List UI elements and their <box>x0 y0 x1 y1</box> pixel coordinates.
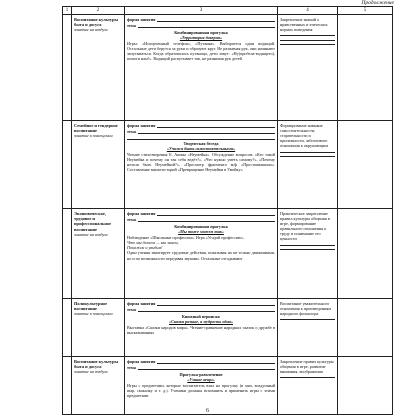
form-label: форма занятия <box>127 16 156 22</box>
goal-cell <box>278 209 338 299</box>
blank-line <box>280 374 335 378</box>
education-direction-cell <box>72 121 125 209</box>
form-label: форма занятия <box>127 358 156 364</box>
activity-name: «Сказки разные, а мудрость одна» <box>169 318 233 324</box>
form-label: форма занятия <box>127 300 156 306</box>
table-row <box>63 357 393 415</box>
activity-cell <box>125 299 278 357</box>
column-number: 1 <box>63 7 72 15</box>
goal-cell <box>278 121 338 209</box>
activity-type: Прогулка-развлечение <box>179 371 223 377</box>
activity-name: «Мы тоже можем так» <box>178 228 224 234</box>
notes-cell <box>338 121 393 209</box>
direction-subtitle: занятие на воздухе <box>74 232 108 238</box>
activity-description: Игры с предметами, которые воспитатель взял на прогулку (в мяч, воздушный шар, скакалку и т. д.). Ученики должны вспомнить и применить игры с этими предметами <box>127 382 275 398</box>
blank-field[interactable] <box>157 124 275 128</box>
goal-text: Практическое закрепление правил культуры общения в игре, формирование правильного отношения к труду и понимание его ценности <box>280 210 330 242</box>
direction-title: Воспитание культуры быта и досуга <box>74 358 118 369</box>
education-direction-cell <box>72 15 125 121</box>
form-label: форма занятия <box>127 210 156 216</box>
row-index-cell <box>63 299 72 357</box>
table-row <box>63 209 393 299</box>
table-row <box>63 15 393 121</box>
activity-cell <box>125 15 278 121</box>
activity-description: Наблюдение «Школьные профессии». Игра «Угадай профессию». <box>127 234 245 240</box>
notes-cell <box>338 209 393 299</box>
poem-line: Что мы делаем — мы знаем, <box>127 239 179 245</box>
continued-label: Продолжение <box>361 0 394 6</box>
goal-text: Закрепление знаний о нравственных и этических нормах поведения <box>280 16 328 32</box>
direction-subtitle: занятие на воздухе <box>74 27 108 33</box>
activity-name: «Территория доверия» <box>179 34 223 40</box>
activity-type: Творческая беседа <box>183 140 219 146</box>
topic-line <box>127 307 275 312</box>
table-row <box>63 299 393 357</box>
activity-description: Выставка «Сказки народов мира». Чтение-сравнение народных сказок о дружбе в высказываниях <box>127 324 275 335</box>
blank-field[interactable] <box>138 308 275 312</box>
blank-line <box>280 246 335 250</box>
goal-text: Формирование навыков самостоятельности, старательности и прилежности, заботливого отношения к окружающим <box>280 122 329 149</box>
topic-label: тема <box>127 217 136 223</box>
direction-title: Экономическое, трудовое и профессиональное воспитание <box>74 210 112 232</box>
blank-field[interactable] <box>157 212 275 216</box>
activity-type: Комбинированная прогулка <box>174 29 228 35</box>
table-row <box>63 121 393 209</box>
notes-cell <box>338 357 393 415</box>
activity-description: Один ученик имитирует трудовые действия, показывая их не только движениями, но и по возможности передавая звуками. Остальные отгадывают <box>127 250 275 261</box>
direction-subtitle: занятие в помещении <box>74 311 113 317</box>
activity-cell <box>125 121 278 209</box>
education-direction-cell <box>72 209 125 299</box>
form-line <box>127 359 275 364</box>
activity-type: Комбинированная прогулка <box>174 223 228 229</box>
blank-field[interactable] <box>138 366 275 370</box>
blank-field[interactable] <box>138 24 275 28</box>
lesson-plan-table <box>62 6 393 415</box>
page-number: 6 <box>206 408 209 414</box>
blank-field[interactable] <box>157 302 275 306</box>
direction-subtitle: занятие на воздухе <box>74 369 108 375</box>
goal-text: Воспитание уважительного отношения к произведениям народного фольклора <box>280 300 331 316</box>
activity-name: «Умные вещи» <box>187 376 215 382</box>
form-line <box>127 17 275 22</box>
direction-subtitle: занятие в помещении <box>74 133 113 139</box>
goal-cell <box>278 299 338 357</box>
education-direction-cell <box>72 357 125 415</box>
column-number: 4 <box>278 7 338 15</box>
notes-cell <box>338 15 393 121</box>
activity-name: «Учимся быть самостоятельными» <box>166 145 236 151</box>
topic-label: тема <box>127 23 136 29</box>
column-number: 2 <box>72 7 125 15</box>
topic-label: тема <box>127 365 136 371</box>
column-number-row <box>63 7 393 15</box>
column-number: 5 <box>338 7 393 15</box>
direction-title: Воспитание культуры быта и досуга <box>74 16 118 27</box>
row-index-cell <box>63 15 72 121</box>
goal-text: Закрепление правил культуры общения в игре, развитие внимания, воображения <box>280 358 334 374</box>
blank-line <box>280 316 335 320</box>
poem-line: Покажем и увидим! <box>127 244 163 250</box>
topic-line <box>127 217 275 222</box>
direction-title: Поликультурное воспитание <box>74 300 108 311</box>
topic-line <box>127 23 275 28</box>
activity-cell <box>125 357 278 415</box>
form-line <box>127 123 275 128</box>
direction-title: Семейное и гендерное воспитание <box>74 122 118 133</box>
blank-field[interactable] <box>138 130 275 134</box>
form-line <box>127 301 275 306</box>
blank-line <box>280 41 335 45</box>
goal-cell <box>278 15 338 121</box>
topic-line <box>127 365 275 370</box>
activity-description: Игры: «Испорченный телефон», «Путанка». Выбирается один водящий. Остальные дети берутся за руки и образуют круг. Не разжимая рук, они начинают запутываться. Когда образовалась путаница, дети зовут: «Ну(пробела-водящего), помоги нам!». Водящий распутывает так, не разнимая рук детей <box>127 40 275 61</box>
blank-field[interactable] <box>157 360 275 364</box>
activity-type: Книжный вернисаж <box>181 313 221 319</box>
goal-cell <box>278 357 338 415</box>
topic-label: тема <box>127 307 136 313</box>
activity-description: Чтение стихотворения Е. Акима «Неумейка». Обсуждение вопросов: «Кто такой Неумейка и почему он так себя ведёт?», «Что нужно уметь самому?», «Почему нельзя быть Неумейкой?», «Просмотр фрагмента м/ф «Простоквашино». Составление маши-историй «Превращение Неумейки в Умейку» <box>127 151 275 172</box>
topic-line <box>127 129 275 134</box>
row-index-cell <box>63 121 72 209</box>
form-label: форма занятия <box>127 122 156 128</box>
row-index-cell <box>63 357 72 415</box>
activity-cell <box>125 209 278 299</box>
column-number: 3 <box>125 7 278 15</box>
form-line <box>127 211 275 216</box>
topic-label: тема <box>127 129 136 135</box>
blank-line <box>127 136 275 140</box>
row-index-cell <box>63 209 72 299</box>
blank-field[interactable] <box>138 218 275 222</box>
notes-cell <box>338 299 393 357</box>
blank-line <box>280 153 335 157</box>
education-direction-cell <box>72 299 125 357</box>
blank-field[interactable] <box>157 18 275 22</box>
